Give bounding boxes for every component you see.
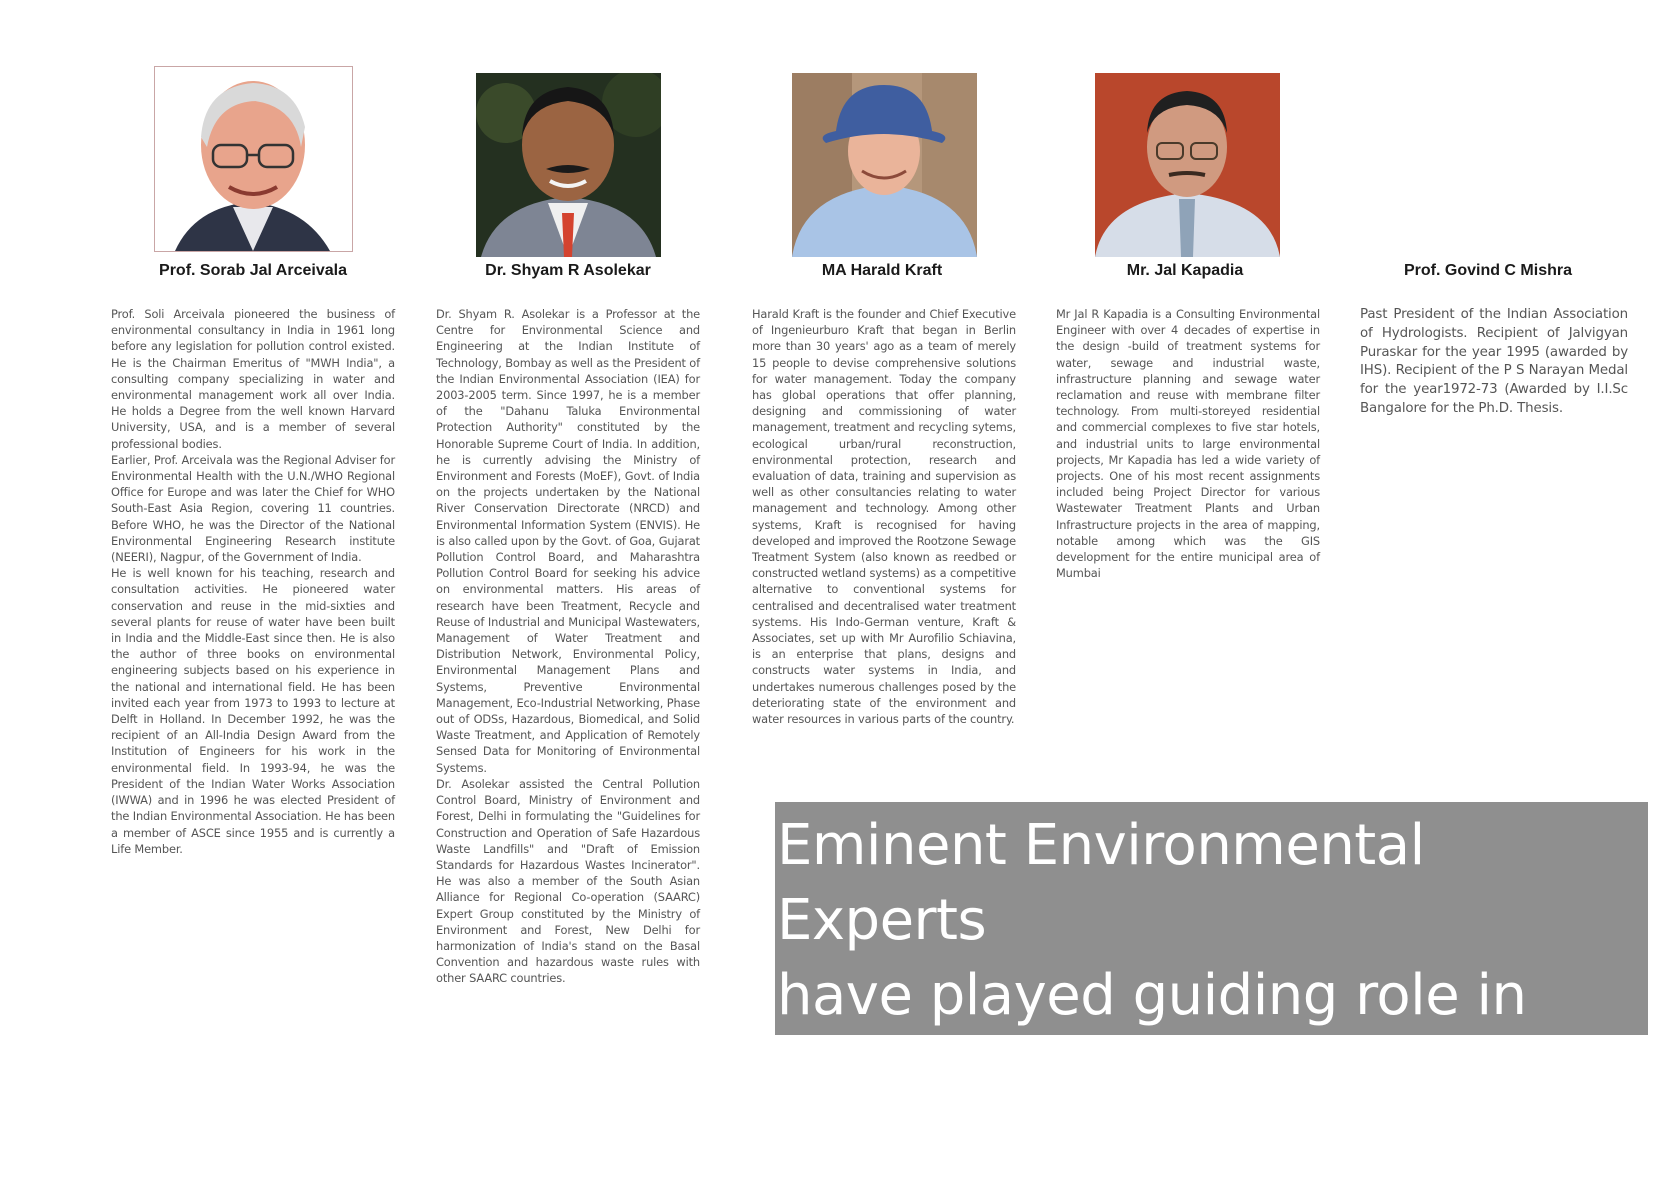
bio-paragraph: Prof. Soli Arceivala pioneered the business of environmental consultancy in India in 1961 long before any legislation for pollution control existed. He is the Chairman Emeritus of "MWH India", a consulting company specializing in water and environmental management work all over India. He holds a Degree from the well known Harvard University, USA, and is a member of several professional bodies. (111, 307, 395, 451)
expert-name-kraft: MA Harald Kraft (821, 262, 943, 279)
expert-name-mishra: Prof. Govind C Mishra (1403, 262, 1572, 279)
bio-paragraph: Harald Kraft is the founder and Chief Executive of Ingenieurburo Kraft that began in Berlin more than 30 years' ago as a team of merely 15 people to devise comprehensive solutions for water management. Today the company has global operations that offer planning, designing and commissioning of water management, treatment and recycling sytems, ecological urban/rural reconstruction, environmental protection, research and evaluation of data, training and supervision as well as other consultancies relating to water management and technology. Among other systems, Kraft is recognised for having developed and improved the Rootzone Sewage Treatment System (also known as reedbed or constructed wetland systems) as a competitive alternative to conventional systems for centralised and decentralised water treatment systems. His Indo-German venture, Kraft & Associates, set up with Mr Aurofilio Schiavina, is an enterprise that plans, designs and constructs water systems in India, and undertakes numerous challenges posed by the deteriorating state of the environment and water resources in various parts of the country. (752, 307, 1016, 727)
photo-kraft (792, 73, 977, 257)
bio-paragraph: Earlier, Prof. Arceivala was the Regional Adviser for Environmental Health with the U.N./WHO Regional Office for Europe and was later the Chief for WHO South-East Asia Region, covering 11 countries. Before WHO, he was the Director of the National Environmental Engineering Research institute (NEERI), Nagpur, of the Government of India. (111, 452, 395, 565)
expert-bio-arceivala (111, 306, 395, 857)
expert-name-kapadia: Mr. Jal Kapadia (1126, 262, 1244, 279)
photo-asolekar (476, 73, 661, 257)
headline-line-2: have played guiding role in revival (777, 963, 1527, 1103)
bio-paragraph: Mr Jal R Kapadia is a Consulting Environmental Engineer with over 4 decades of expertise in the design -build of treatment systems for water, sewage and industrial waste, infrastructure planning and sewage water reclamation and reuse with membrane filter technology. From multi-storeyed residential and commercial complexes to five star hotels, and industrial units to large environmental projects, Mr Kapadia has led a wide variety of projects. One of his most recent assignments included being Project Director for various Wastewater Treatment Plants and Urban Infrastructure projects in the area of mapping, notable among which was the GIS development for the entire municipal area of Mumbai (1056, 307, 1320, 581)
bio-paragraph: Dr. Asolekar assisted the Central Pollution Control Board, Ministry of Environment and Forest, Delhi in formulating the "Guidelines for Construction and Operation of Safe Hazardous Waste Landfills" and "Draft of Emission Standards for Hazardous Wastes Incinerator". He was also a member of the South Asian Alliance for Regional Co-operation (SAARC) Expert Group constituted by the Ministry of Environment and Forest, New Delhi for harmonization of India's stand on the Basal Convention and hazardous waste rules with other SAARC countries. (436, 776, 700, 986)
headline-line-1: Eminent Environmental Experts (777, 813, 1425, 953)
photo-kapadia (1095, 73, 1280, 257)
headline-banner (775, 802, 1648, 1178)
expert-name-asolekar: Dr. Shyam R Asolekar (485, 262, 651, 279)
bio-paragraph: He is well known for his teaching, research and consultation activities. He pioneered water conservation and reuse in the mid-sixties and several plants for reuse of water have been built in India and the Middle-East since then. He is also the author of three books on environmental engineering subjects based on his experience in the national and international field. He has been invited each year from 1973 to 1993 to lecture at Delft in Holland. In December 1992, he was the recipient of an All-India Design Award from the Institution of Engineers for his work in the environmental field. In 1993-94, he was the President of the Indian Water Works Association (IWWA) and in 1996 he was elected President of the Indian Environmental Association. He has been a member of ASCE since 1955 and is currently a Life Member. (111, 566, 395, 856)
expert-bio-kapadia (1056, 306, 1320, 581)
bio-paragraph: Past President of the Indian Association of Hydrologists. Recipient of Jalvigyan Puraskar for the year 1995 (awarded by IHS). Recipient of the P S Narayan Medal for the year1972-73 (Awarded by I.I.Sc Bangalore for the Ph.D. Thesis. (1360, 307, 1628, 416)
expert-name-arceivala: Prof. Sorab Jal Arceivala (159, 262, 347, 279)
headline-line-3: of Mansagar lake (777, 1113, 1248, 1178)
bio-paragraph: Dr. Shyam R. Asolekar is a Professor at the Centre for Environmental Science and Engineering at the Indian Institute of Technology, Bombay as well as the President of the Indian Environmental Association (IEA) for 2003-2005 term. Since 1997, he is a member of the "Dahanu Taluka Environmental Protection Authority" constituted by the Honorable Supreme Court of India. In addition, he is currently advising the Ministry of Environment and Forests (MoEF), Govt. of India on the projects undertaken by the National River Conservation Directorate (NRCD) and Environmental Information System (ENVIS). He is also called upon by the Govt. of Goa, Gujarat Pollution Control Board, and Maharashtra Pollution Control Board for seeking his advice on environmental matters. His areas of research have been Treatment, Recycle and Reuse of Industrial and Municipal Wastewaters, Management of Water Treatment and Distribution Network, Environmental Policy, Environmental Management Plans and Systems, Preventive Environmental Management, Eco-Industrial Networking, Phase out of ODSs, Hazardous, Biomedical, and Solid Waste Treatment, and Application of Remotely Sensed Data for Monitoring of Environmental Systems. (436, 307, 700, 775)
photo-arceivala (154, 66, 353, 252)
expert-bio-asolekar (436, 306, 700, 987)
expert-bio-mishra (1360, 306, 1628, 419)
expert-bio-kraft (752, 306, 1016, 727)
